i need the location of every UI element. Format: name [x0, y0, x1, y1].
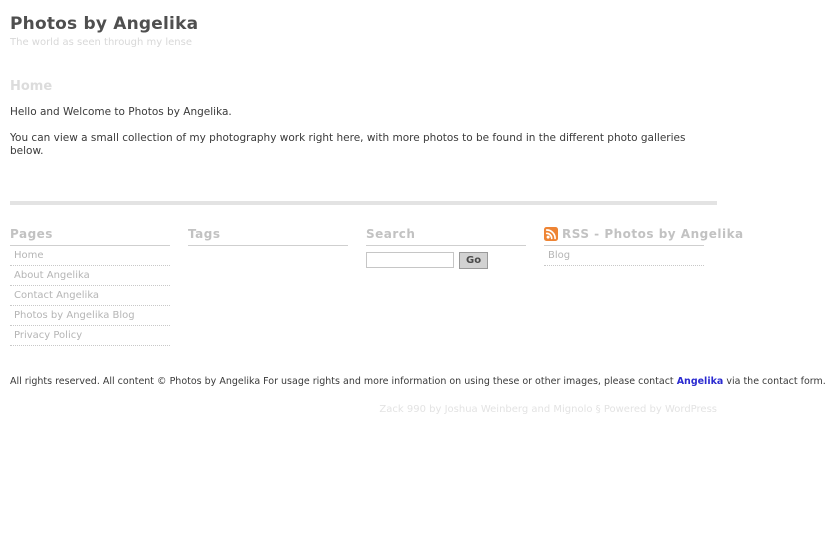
- rss-icon: [544, 227, 558, 241]
- welcome-paragraph: Hello and Welcome to Photos by Angelika.: [10, 106, 232, 118]
- footer-widgets: [10, 226, 744, 346]
- pages-list-item[interactable]: Photos by Angelika Blog: [10, 306, 170, 326]
- rss-feed-link[interactable]: RSS - Photos by Angelika: [562, 226, 744, 241]
- pages-list-item[interactable]: About Angelika: [10, 266, 170, 286]
- widget-tags: [188, 227, 348, 346]
- pages-list-item[interactable]: Privacy Policy: [10, 326, 170, 346]
- search-input[interactable]: [366, 252, 454, 268]
- search-go-button[interactable]: Go: [459, 252, 488, 269]
- site-title[interactable]: Photos by Angelika: [10, 14, 199, 34]
- widget-pages: [10, 227, 170, 346]
- main-content: [10, 79, 717, 159]
- widget-rss: [544, 226, 744, 346]
- site-tagline: The world as seen through my lense: [10, 37, 192, 48]
- search-form: [366, 252, 526, 269]
- copyright-text-after: via the contact form.: [726, 375, 826, 387]
- pages-list: [10, 246, 170, 346]
- rss-heading: [544, 226, 744, 246]
- post-title-home[interactable]: Home: [10, 79, 53, 94]
- theme-credit: Zack 990 by Joshua Weinberg and Mignolo § Powered by WordPress: [379, 403, 717, 415]
- rss-list-item[interactable]: Blog: [544, 246, 704, 266]
- rss-list: [544, 246, 704, 266]
- content-footer-divider: [10, 201, 717, 205]
- intro-paragraph: You can view a small collection of my photography work right here, with more photos to be found in the different photo galleries below.: [10, 131, 686, 158]
- copyright-text-before: All rights reserved. All content © Photos by Angelika For usage rights and more information on using these or other images, please contact: [10, 375, 674, 387]
- copyright-text: [10, 375, 826, 387]
- contact-angelika-link[interactable]: Angelika: [676, 375, 724, 387]
- pages-list-item[interactable]: Contact Angelika: [10, 286, 170, 306]
- pages-heading: Pages: [10, 227, 170, 246]
- search-heading: Search: [366, 227, 526, 246]
- widget-search: [366, 227, 526, 346]
- pages-list-item[interactable]: Home: [10, 246, 170, 266]
- tags-heading: Tags: [188, 227, 348, 246]
- site-footer: [10, 375, 826, 415]
- site-header: [10, 0, 717, 48]
